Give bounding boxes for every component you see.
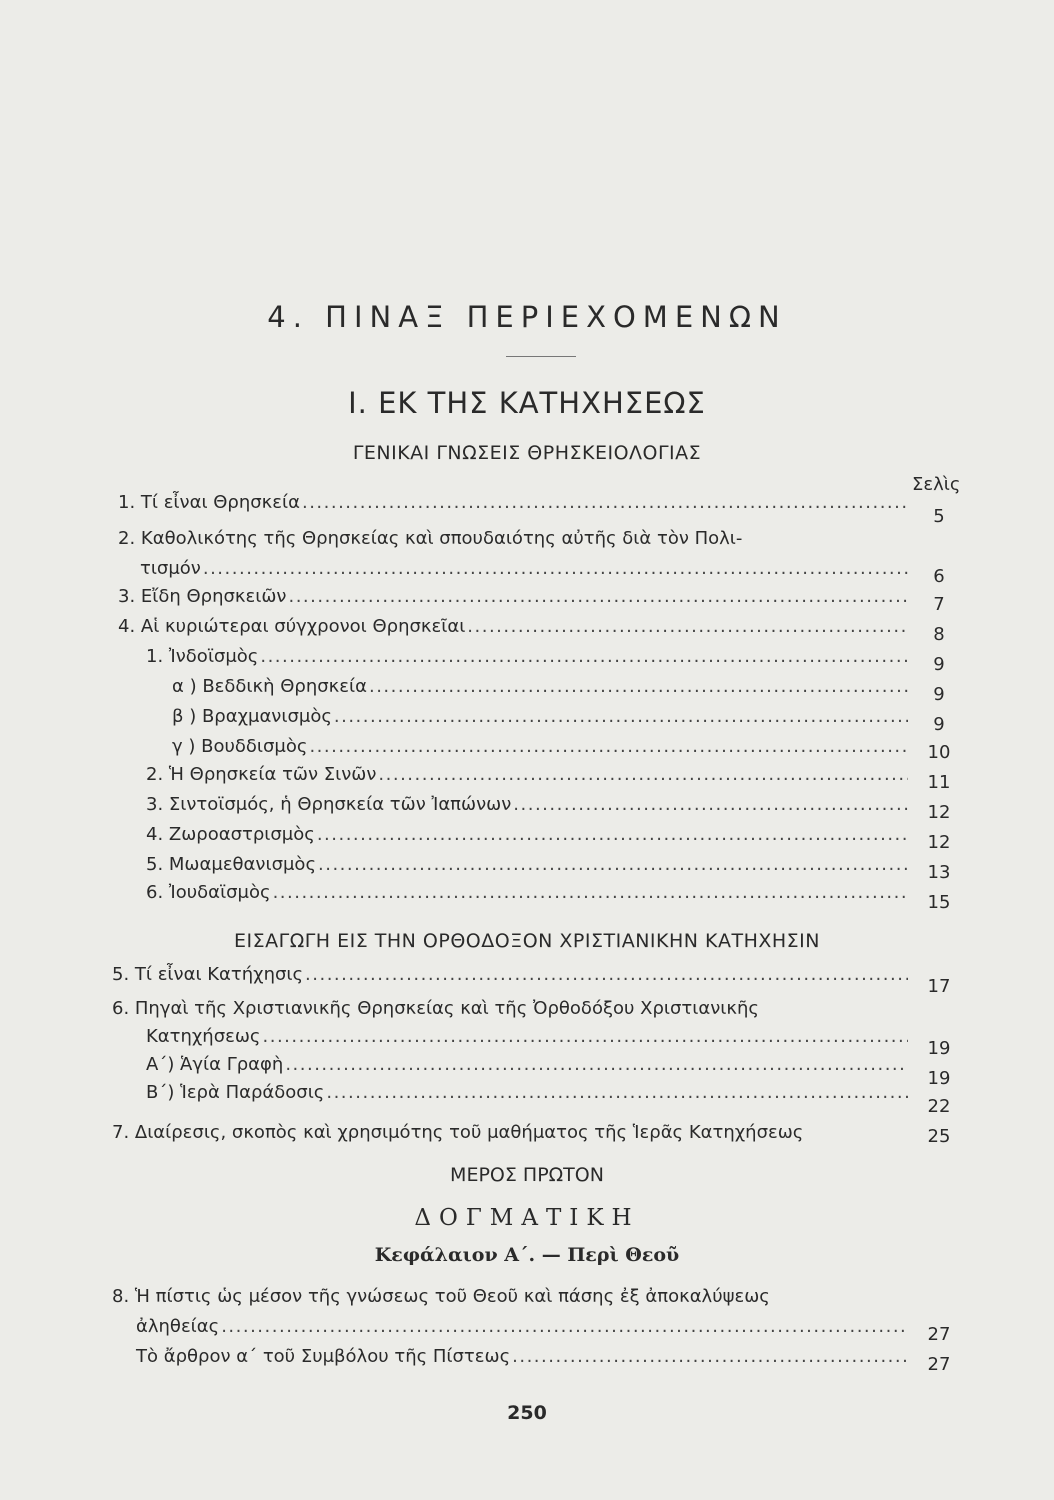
entry-title: 3. Εἴδη Θρησκειῶν (118, 586, 287, 607)
entry-title-line1: 8. Ἡ πίστις ὡς μέσον τῆς γνώσεως τοῦ Θεοῦ καὶ πάσης ἐξ ἀποκαλύψεως (112, 1286, 770, 1307)
page-column-header: Σελὶς (912, 474, 961, 495)
entry-title-line1: 7. Διαίρεσις, σκοπὸς καὶ χρησιμότης τοῦ μαθήματος τῆς Ἱερᾶς Κατηχήσεως (112, 1122, 804, 1143)
entry-title: Β΄) Ἱερὰ Παράδοσις (146, 1082, 325, 1103)
toc-entry (146, 880, 908, 906)
entry-title: Α΄) Ἁγία Γραφὴ (146, 1054, 284, 1075)
toc-entry (146, 644, 908, 670)
toc-entry (140, 556, 908, 582)
entry-page: 19 (927, 1068, 951, 1089)
leader-dots (263, 1024, 909, 1050)
leader-dots (512, 1344, 908, 1370)
entry-page: 9 (933, 714, 945, 735)
leader-dots (326, 1080, 908, 1106)
entry-title: 5. Τί εἶναι Κατήχησις (112, 964, 304, 985)
toc-entry (146, 792, 908, 818)
page-title: 4. ΠΙΝΑΞ ΠΕΡΙΕΧΟΜΕΝΩΝ (267, 300, 787, 334)
entry-title: Τὸ ἄρθρον α΄ τοῦ Συμβόλου τῆς Πίστεως (136, 1346, 511, 1367)
entry-title: 4. Ζωροαστρισμὸς (146, 824, 315, 845)
entry-title: β ) Βραχμανισμὸς (172, 706, 332, 727)
entry-title: 6. Ἰουδαϊσμὸς (146, 882, 271, 903)
entry-page: 7 (933, 594, 945, 615)
entry-page: 9 (933, 654, 945, 675)
entry-page: 19 (927, 1038, 951, 1059)
toc-entry (146, 762, 908, 788)
entry-page: 11 (927, 772, 951, 793)
entry-page: 25 (927, 1126, 951, 1147)
entry-page: 17 (927, 976, 951, 997)
entry-title: α ) Βεδδικὴ Θρησκεία (172, 676, 367, 697)
entry-title: ἀληθείας (136, 1316, 220, 1337)
entry-page: 6 (933, 566, 945, 587)
entry-title: 2. Ἡ Θρησκεία τῶν Σινῶν (146, 764, 377, 785)
leader-dots (309, 734, 908, 760)
part-subtitle: ΔΟΓΜΑΤΙΚΗ (414, 1205, 640, 1231)
entry-title: 1. Ἰνδοϊσμὸς (146, 646, 259, 667)
entry-title: 3. Σιντοϊσμός, ἡ Θρησκεία τῶν Ἰαπώνων (146, 794, 512, 815)
entry-page: 13 (927, 862, 951, 883)
entry-title: 4. Αἱ κυριώτεραι σύγχρονοι Θρησκεῖαι (118, 616, 466, 637)
entry-title: Κατηχήσεως (146, 1026, 261, 1047)
leader-dots (378, 762, 908, 788)
leader-dots (285, 1052, 908, 1078)
entry-title: γ ) Βουδδισμὸς (172, 736, 308, 757)
toc-entry (172, 734, 908, 760)
leader-dots (334, 704, 908, 730)
leader-dots (221, 1314, 908, 1340)
toc-entry (146, 822, 908, 848)
entry-page: 10 (927, 742, 951, 763)
entry-page: 12 (927, 832, 951, 853)
chapter-heading: Κεφάλαιον Α΄. — Περὶ Θεοῦ (374, 1244, 680, 1266)
entry-page: 5 (933, 506, 945, 527)
entry-page: 15 (927, 892, 951, 913)
toc-entry (112, 962, 908, 988)
leader-dots (288, 584, 908, 610)
leader-dots (302, 490, 908, 516)
entry-page: 27 (927, 1354, 951, 1375)
entry-page: 9 (933, 684, 945, 705)
toc-entry (136, 1344, 908, 1370)
toc-entry (146, 1080, 908, 1106)
leader-dots (260, 644, 908, 670)
entry-title-line1: 2. Καθολικότης τῆς Θρησκείας καὶ σπουδαιότης αὐτῆς διὰ τὸν Πολι- (118, 528, 743, 549)
leader-dots (513, 792, 908, 818)
toc-entry (146, 852, 908, 878)
section-heading-1: ΓΕΝΙΚΑΙ ΓΝΩΣΕΙΣ ΘΡΗΣΚΕΙΟΛΟΓΙΑΣ (352, 442, 702, 464)
leader-dots (369, 674, 908, 700)
toc-entry (136, 1314, 908, 1340)
title-rule (506, 356, 576, 357)
toc-entry (118, 490, 908, 516)
leader-dots (305, 962, 908, 988)
part-heading: Ι. ΕΚ ΤΗΣ ΚΑΤΗΧΗΣΕΩΣ (348, 386, 706, 420)
toc-entry (118, 614, 908, 640)
entry-title: 1. Τί εἶναι Θρησκεία (118, 492, 300, 513)
section-heading-2: ΕΙΣΑΓΩΓΗ ΕΙΣ ΤΗΝ ΟΡΘΟΔΟΞΟΝ ΧΡΙΣΤΙΑΝΙΚΗΝ ΚΑΤΗΧΗΣΙΝ (234, 930, 820, 952)
entry-page: 22 (927, 1096, 951, 1117)
leader-dots (318, 852, 908, 878)
leader-dots (273, 880, 908, 906)
entry-title-line1: 6. Πηγαὶ τῆς Χριστιανικῆς Θρησκείας καὶ τῆς Ὀρθοδόξου Χριστιανικῆς (112, 998, 759, 1019)
leader-dots (203, 556, 908, 582)
leader-dots (317, 822, 908, 848)
entry-page: 27 (927, 1324, 951, 1345)
toc-entry (146, 1024, 908, 1050)
entry-title: 5. Μωαμεθανισμὸς (146, 854, 317, 875)
toc-entry (172, 674, 908, 700)
page-number: 250 (507, 1402, 547, 1424)
part-title: ΜΕΡΟΣ ΠΡΩΤΟΝ (450, 1164, 604, 1186)
entry-page: 12 (927, 802, 951, 823)
entry-page: 8 (933, 624, 945, 645)
toc-entry (146, 1052, 908, 1078)
entry-title: τισμόν (140, 558, 201, 579)
toc-entry (172, 704, 908, 730)
toc-entry (118, 584, 908, 610)
leader-dots (467, 614, 908, 640)
